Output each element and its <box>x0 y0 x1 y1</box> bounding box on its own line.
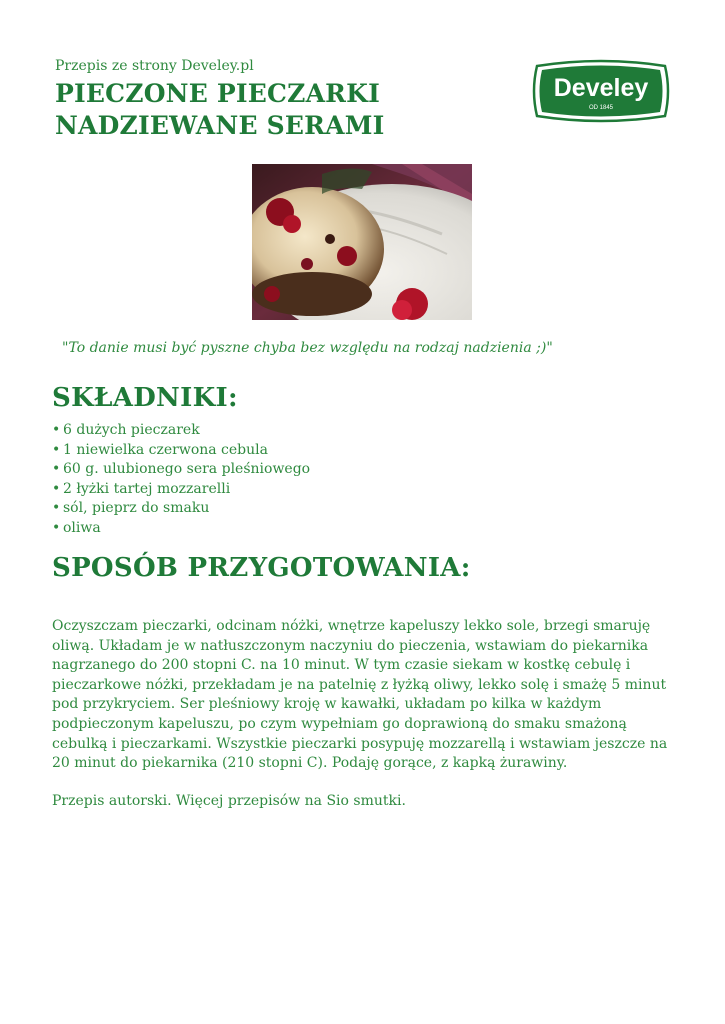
ingredients-heading: SKŁADNIKI: <box>52 383 238 413</box>
recipe-title <box>55 78 384 142</box>
recipe-quote: "To danie musi być pyszne chyba bez względu na rodzaj nadzienia ;)" <box>62 340 553 356</box>
ingredient-item: • 60 g. ulubionego sera pleśniowego <box>52 460 310 480</box>
title-line-2: NADZIEWANE SERAMI <box>55 111 385 140</box>
logo-since: OD 1845 <box>588 105 614 111</box>
ingredient-item: • 6 dużych pieczarek <box>52 421 310 441</box>
stuffed-mushroom-photo <box>252 164 472 320</box>
ingredient-item: • 2 łyżki tartej mozzarelli <box>52 480 310 500</box>
ingredient-item: • 1 niewielka czerwona cebula <box>52 441 310 461</box>
author-note: Przepis autorski. Więcej przepisów na Sio smutki. <box>52 793 406 809</box>
preparation-text: Oczyszczam pieczarki, odcinam nóżki, wnętrze kapeluszy lekko sole, brzegi smaruję oliwą. Układam je w natłuszczonym naczyniu do pieczenia, wstawiam do piekarnika nagrzanego do 200 stopni C. na 10 minut. W tym czasie siekam w kostkę cebulę i pieczarkowe nóżki, przekładam je na patelnię z łyżką oliwy, lekko solę i smażę 5 minut pod przykryciem. Ser pleśniowy kroję w kawałki, układam po kilka w każdym podpieczonym kapeluszu, po czym wypełniam go doprawioną do smaku smażoną cebulką i pieczarkami. Wszystkie pieczarki posypuję mozzarellą i wstawiam jeszcze na 20 minut do piekarnika (210 stopni C). Podaję gorące, z kapką żurawiny. <box>52 618 668 772</box>
develey-logo <box>531 58 671 124</box>
ingredients-list <box>52 421 310 539</box>
logo-brand: Develey <box>553 74 649 102</box>
title-line-1: PIECZONE PIECZARKI <box>55 79 380 108</box>
recipe-source: Przepis ze strony Develey.pl <box>55 58 254 74</box>
preparation-heading: SPOSÓB PRZYGOTOWANIA: <box>52 553 471 583</box>
ingredient-item: • oliwa <box>52 519 310 539</box>
ingredient-item: • sól, pieprz do smaku <box>52 499 310 519</box>
